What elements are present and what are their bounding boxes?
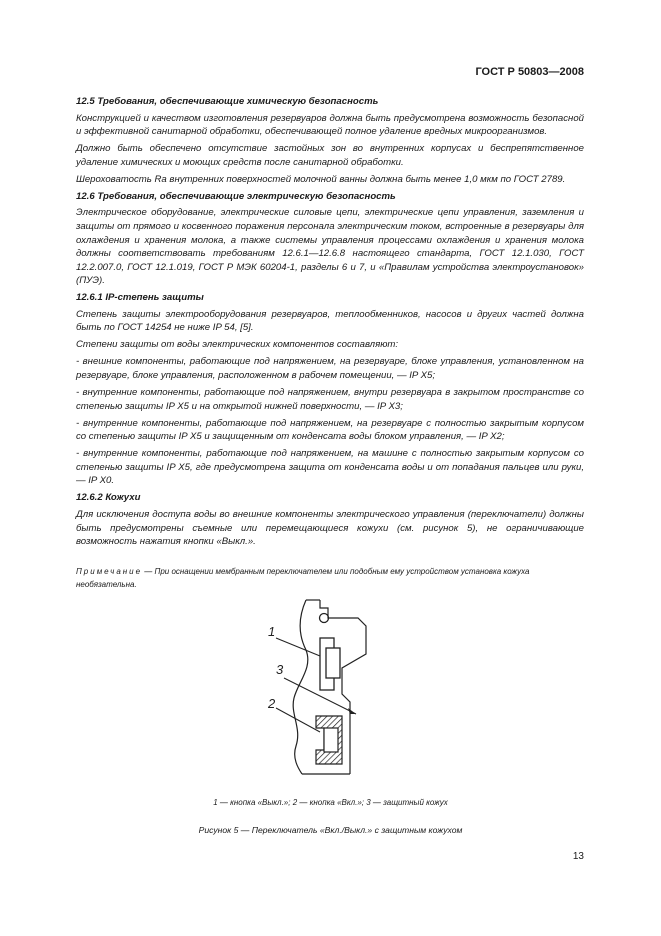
ring [320,614,329,623]
paragraph: Конструкцией и качеством изготовления резервуаров должна быть предусмотрена возможность безопасной и эффективной санитарной обработки, обеспечивающей полное удаление вредных микроорганизмов. [76,112,584,138]
leader-2 [276,708,320,732]
paragraph: Электрическое оборудование, электрические силовые цепи, электрические цепи управления, заземления и защиты от прямого и косвенного поражения персонала электрическим током, встроенные в резервуары для охлаждения и хранения молока, а также системы управления процессами охлаждения и хранения молока должны соответствовать требованиям 12.6.1—12.6.8 настоящего стандарта, ГОСТ 12.1.030, ГОСТ 12.2.007.0, ГОСТ 12.1.019, ГОСТ Р МЭК 60204-1, разделы 6 и 7, и «Правилам устройства электроустановок» (ПУЭ). [76,207,584,287]
paragraph: Для исключения доступа воды во внешние компоненты электрического управления (переключатели) должны быть предусмотрены съемные или перемещающиеся кожухи (см. рисунок 5), не ограничивающие возможность нажатия кнопки «Выкл.». [76,508,584,548]
list-item: - внутренние компоненты, работающие под напряжением, на резервуаре с полностью закрытым корпусом со степенью защиты IP X5 и защищенным от конденсата воды блоком управления, — IP X2; [76,417,584,443]
list-item: - внутренние компоненты, работающие под напряжением, на машине с полностью закрытым корпусом со степенью защиты IP X5, где предусмотрена защита от конденсата воды и от попадания пальцев или руки, — IP X0. [76,448,584,487]
note [76,566,584,591]
document-code: ГОСТ Р 50803—2008 [475,66,584,78]
wall-break-line [293,600,308,774]
page-number: 13 [572,851,584,862]
label-3: 3 [276,662,284,677]
label-1: 1 [268,624,276,639]
paragraph: Степень защиты электрооборудования резервуаров, теплообменников, насосов и других частей должна быть по ГОСТ 14254 не ниже IP 54, [5]. [76,308,584,334]
paragraph: Шероховатость Ra внутренних поверхностей молочной ванны должна быть менее 1,0 мкм по ГОСТ 2789. [76,173,566,185]
label-2: 2 [268,696,276,711]
figure-legend: 1 — кнопка «Выкл.»; 2 — кнопка «Вкл.»; 3 — защитный кожух [213,798,448,807]
list-item: - внешние компоненты, работающие под напряжением, на резервуаре, блоке управления, установленном на резервуаре, блоке управления, расположенном в рабочем помещении, — IP X5; [76,356,584,382]
leader-1 [276,638,320,656]
note-text: — При оснащении мембранным переключателем или подобным ему устройством установка кожуха необязательна. [76,567,530,589]
note-label: Примечание [76,567,143,576]
paragraph: Должно быть обеспечено отсутствие застойных зон во внутренних корпусах и беспрепятственное удаление химических и моющих средств после санитарной обработки. [76,143,584,168]
on-button [324,728,338,752]
section-12-6-heading: 12.6 Требования, обеспечивающие электрическую безопасность [76,190,396,202]
switch-cover-drawing [258,598,408,778]
paragraph: Степени защиты от воды электрических компонентов составляют: [76,339,399,351]
list-item: - внутренние компоненты, работающие под напряжением, внутри резервуара в закрытом пространстве со степенью защиты IP X5 и на открытой нижней поверхности, — IP X3; [76,387,584,412]
off-button-cap [326,648,340,678]
body-text [76,93,584,552]
section-12-5-heading: 12.5 Требования, обеспечивающие химическую безопасность [76,96,379,107]
section-12-6-1-heading: 12.6.1 IP-степень защиты [76,292,204,304]
figure-caption: Рисунок 5 — Переключатель «Вкл./Выкл.» с защитным кожухом [198,825,463,835]
section-12-6-2-heading: 12.6.2 Кожухи [76,492,141,504]
